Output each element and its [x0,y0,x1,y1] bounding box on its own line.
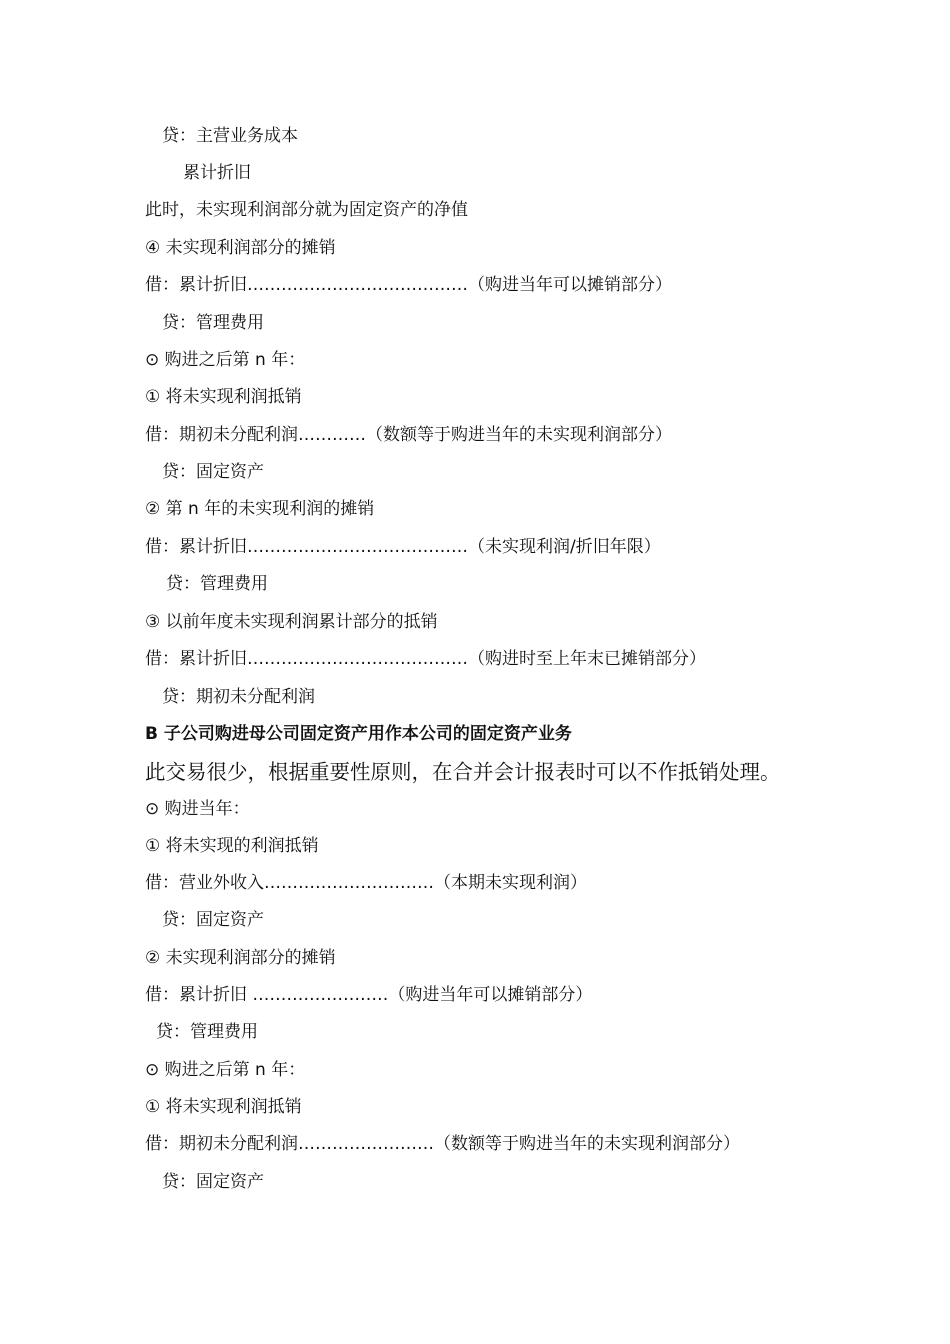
text-line: 此时，未实现利润部分就为固定资产的净值 [145,200,468,220]
text-line: ① 将未实现利润抵销 [145,1097,302,1117]
text-line: 借：营业外收入…………………………（本期未实现利润） [145,873,587,893]
text-line: 贷：管理费用 [162,313,264,333]
text-line: 贷：期初未分配利润 [162,687,315,707]
text-line: ⊙ 购进之后第 n 年： [145,350,306,370]
section-heading: B 子公司购进母公司固定资产用作本公司的固定资产业务 [145,724,572,744]
text-line: 贷：管理费用 [156,1022,258,1042]
text-line: 贷：管理费用 [166,574,268,594]
text-line: 贷：固定资产 [162,462,264,482]
text-line: 贷：固定资产 [162,910,264,930]
text-line: ① 将未实现利润抵销 [145,387,302,407]
text-line: ③ 以前年度未实现利润累计部分的抵销 [145,612,438,632]
text-line: 借：累计折旧…………………………………（购进当年可以摊销部分） [145,275,672,295]
text-line: ② 第 n 年的未实现利润的摊销 [145,499,375,519]
text-line: ⊙ 购进之后第 n 年： [145,1060,306,1080]
text-line: ⊙ 购进当年： [145,799,250,819]
text-line: 借：期初未分配利润……………………（数额等于购进当年的未实现利润部分） [145,1134,740,1154]
text-line: 累计折旧 [183,163,251,183]
text-line: ④ 未实现利润部分的摊销 [145,238,336,258]
text-line: 借：累计折旧 ……………………（购进当年可以摊销部分） [145,985,593,1005]
text-line: ① 将未实现的利润抵销 [145,836,319,856]
text-line: 贷：主营业务成本 [162,126,298,146]
text-line: ② 未实现利润部分的摊销 [145,948,336,968]
text-line: 借：期初未分配利润…………（数额等于购进当年的未实现利润部分） [145,425,672,445]
text-line: 贷：固定资产 [162,1172,264,1192]
text-line: 借：累计折旧…………………………………（未实现利润/折旧年限） [145,537,661,557]
text-line: 此交易很少，根据重要性原则，在合并会计报表时可以不作抵销处理。 [145,760,781,784]
text-line: 借：累计折旧…………………………………（购进时至上年末已摊销部分） [145,649,706,669]
